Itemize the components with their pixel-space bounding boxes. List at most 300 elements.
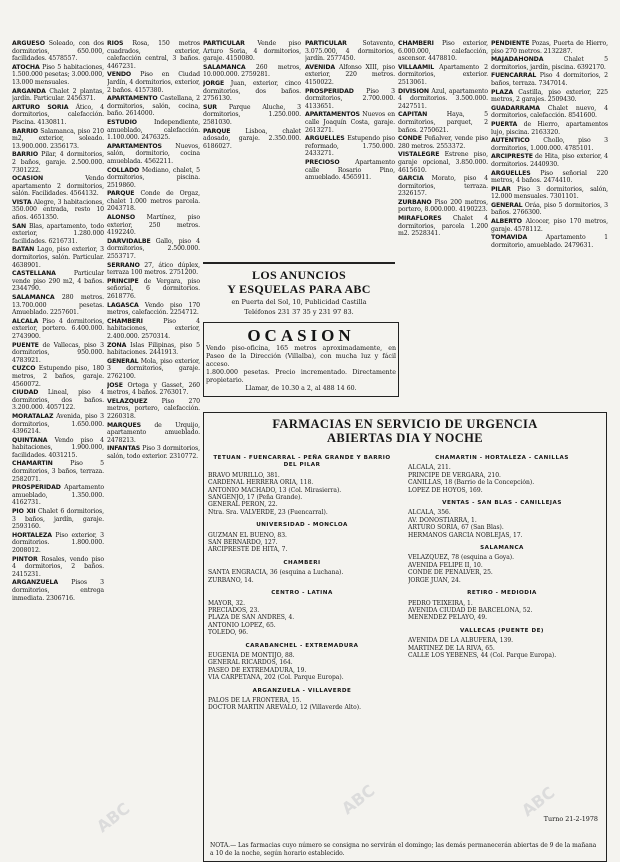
ad-heading: PROSPERIDAD [12,484,61,492]
ocasion-body-1: Vendo piso-oficina, 165 metros aproximadamente, en Paseo de la Dirección (Villalba), con mucha luz y fácil acceso. [206,345,396,368]
pharmacy-address: PRECIADOS, 23. [208,606,260,614]
classified-ad [12,40,104,63]
ad-text: Apartamento 2 dormitorios, exterior. 2513061. [398,63,488,86]
ad-heading: PIO XII [12,508,36,516]
pharmacy-address: VIA CARPETANA, 202 (Col. Parque Europa). [208,674,344,682]
classified-ad [12,318,104,341]
ad-text: Martínez, piso exterior, 250 metros. 4192240. [107,214,200,237]
ad-text: Piso 4 dormitorios, exterior, portero. 6.400.000. 2743900. [12,317,104,340]
farmacias-left-column [208,455,396,712]
classified-column-2 [107,40,200,800]
ad-heading: BARRIO [12,151,38,159]
classified-ad [107,342,200,357]
ad-text: Piso exterior, 3 dormitorios. 1.800.000. 2008012. [12,531,104,554]
classified-ad [107,278,200,301]
pharmacy-address: AVENIDA CIUDAD DE BARCELONA, 52. [408,606,533,614]
ad-text: Azul, apartamento 4 dormitorios. 3.500.000. 2427511. [398,87,488,110]
ad-heading: ARGUESO [12,40,45,47]
ad-text: Piso 5 habitaciones, 1.500.000 pesetas; 3.000.000, 13.000 mensuales. [12,63,104,86]
farmacias-nota: NOTA.— Las farmacias cuyo número se consigna no servirán el domingo; las demás permanecerán abiertas de 9 de la mañana a 10 de la noche, según horario establecido. [210,842,597,857]
anuncios-address: en Puerta del Sol, 10, Publicidad Castilla [231,298,367,306]
ad-text: Mola, piso exterior, 3 dormitorios, garaje. 2762100. [107,357,200,380]
classified-ad [305,111,395,134]
watermark-mark: ABC [338,780,379,819]
anuncios-title-1: LOS ANUNCIOS [252,268,346,282]
ad-heading: PLAZA [491,88,514,96]
ad-text: Piso 3 dormitorios, 2.700.000. 4133651. [305,87,395,110]
classified-ad [107,382,200,397]
classified-ad [491,186,608,201]
ad-text: Soleado, con dos dormitorios, 650.000, facilidades. 4578557. [12,40,104,63]
pharmacy-address: SANTA ENGRACIA, 36 (esquina a Luchana). [208,569,344,577]
classified-ad [491,153,608,168]
ad-heading: RIOS [107,40,124,47]
ad-text: Alegre, 3 habitaciones, 350.000 entrada, resto 10 años. 4651350. [12,198,104,222]
classified-ad [203,80,301,103]
ad-text: Chalet 4 dormitorios, parcela 1.200 m2. 2528341. [398,215,488,238]
ad-text: 280 metros. 13.700.000 pesetas. Amueblado. 2257601. [12,294,104,317]
classified-ad [305,40,395,63]
ad-heading: AVENIDA [305,63,336,71]
classified-ad [12,556,104,579]
ad-heading: PARQUE [203,127,231,135]
classified-ad [12,104,104,127]
ad-text: Ático, 4 dormitorios, calefacción. Piscina. 4130811. [12,103,104,126]
classified-ad [12,532,104,555]
classified-ad [107,318,200,341]
classified-ad [491,218,608,233]
ad-text: Lisboa, chalet adosado, garaje. 2.350.000. 6186027. [203,127,301,150]
ad-heading: CAPITAN [398,111,428,119]
ocasion-body-2: 1.800.000 pesetas. Precio incrementado. Directamente propietario. [206,369,396,384]
ad-text: Vendo piso 170 metros, calefacción. 2254712. [107,301,200,317]
ad-text: Islas Filipinas, piso 5 habitaciones. 2441913. [107,341,200,357]
ad-heading: APARTAMENTOS [107,142,162,150]
ocasion-body-3: Llamar, de 10.30 a 2, al 488 14 60. [245,385,357,392]
classified-ad [12,460,104,483]
classified-ad [203,104,301,127]
ad-heading: CIUDAD [12,389,39,397]
ad-heading: PRINCIPE [107,277,139,285]
classified-ad [305,64,395,87]
classified-ad [398,64,488,87]
pharmacy-address: ANTONIO MACHADO, 13 (Col. Mirasierra). [208,486,342,494]
classified-ad [305,88,395,111]
ad-text: 27, ático dúplex, terraza 100 metros. 2751200. [107,261,200,277]
pharmacy-address: ARTURO SORIA, 67 (San Blas). [408,524,504,532]
ad-text: Lago, piso exterior, 3 dormitorios, salón. Particular. 4638901. [12,246,104,269]
classified-ad [107,119,200,142]
anuncios-notice [203,268,395,316]
ad-heading: VELAZQUEZ [107,397,148,405]
classified-ad [398,151,488,174]
ad-heading: HORTALEZA [12,531,52,539]
district-heading: ARGANZUELA - VILLAVERDE [252,687,352,694]
ad-heading: PRECIOSO [305,158,340,166]
ad-heading: CUZCO [12,365,36,373]
ad-heading: ARGUELLES [491,169,531,177]
ad-text: Chollo, piso 3 dormitorios, 1.000.000. 4785101. [491,137,608,152]
ad-text: Piso 3 dormitorios, salón, 12.000 mensuales. 7301101. [491,185,608,201]
ad-heading: ZONA [107,341,127,349]
ad-text: Piso 5 dormitorios, 3 baños, terraza. 2582071. [12,460,104,483]
ad-text: Blas, apartamento, todo exterior, 1.280.000 facilidades. 6216731. [12,222,104,245]
ad-text: Avenida, piso 3 dormitorios, 1.650.000. 4396214. [12,412,104,436]
ad-heading: PENDIENTE [491,40,530,47]
ad-heading: INFANTAS [107,445,141,453]
pharmacy-address: ANTONIO LOPEZ, 65. [208,621,276,629]
district-heading: CENTRO - LATINA [271,590,333,597]
ad-text: Apartamento amueblado, 1.350.000. 4162731. [12,484,104,507]
classified-column-4 [305,40,395,265]
pharmacy-address: PLAZA DE SAN ANDRES, 4. [208,614,295,622]
classified-ad [12,199,104,222]
pharmacy-address: MARTINEZ DE LA RIVA, 65. [408,644,495,652]
ad-heading: TOMAVIDA [491,234,528,242]
classified-ad [12,151,104,174]
ad-heading: SALAMANCA [203,63,246,71]
ad-text: Peñalver, vende piso 280 metros. 2553372. [398,135,488,150]
ad-heading: APARTAMENTOS [305,111,360,119]
ad-text: Vendo piso 4 habitaciones, 1.900.000, facilidades. 4031215. [12,436,104,459]
classified-ad [12,128,104,151]
anuncios-phones: Teléfonos 231 37 35 y 231 97 83. [244,308,354,316]
ad-text: Morato, piso 4 dormitorios, terraza. 2326157. [398,175,488,198]
ad-heading: ARGANDA [12,87,46,95]
classified-ad [491,137,608,152]
ad-heading: PARQUE [107,190,135,198]
ad-text: de Hita, piso exterior, 4 dormitorios. 2440930. [491,153,608,168]
ad-text: Alcocer, piso 170 metros, garaje. 4578112. [491,218,608,233]
pharmacy-address: ARCIPRESTE DE HITA, 7. [208,546,288,554]
pharmacy-address: PASEO DE EXTREMADURA, 19. [208,666,307,674]
ad-text: Rosales, vendo piso 4 dormitorios, 2 baños. 2415231. [12,555,104,578]
ad-heading: ARCIPRESTE [491,153,533,161]
ad-heading: PINTOR [12,555,38,563]
district-heading: CHAMARTIN - HORTALEZA - CANILLAS [435,455,569,461]
pharmacy-address: PRINCIPE DE VERGARA, 210. [408,471,501,479]
pharmacy-address: GENERAL PERON, 22. [208,501,278,509]
ad-text: Chalet 2 plantas, jardín. Particular. 2456371. [12,87,104,103]
ad-text: Castilla, piso exterior, 225 metros, 2 garajes. 2509430. [491,88,608,104]
ad-text: Pisos 3 dormitorios, entrega inmediata. 2306716. [12,579,104,602]
classified-ad [398,199,488,214]
ad-heading: CASTELLANA [12,270,56,278]
ad-text: Castellana, 2 dormitorios, salón, cocina, baño. 2614000. [107,95,200,118]
pharmacy-address: Ntra. Sra. VALVERDE, 23 (Fuencarral). [208,508,328,516]
ad-heading: SERRANO [107,261,140,269]
ad-heading: ARGANZUELA [12,579,59,587]
ad-text: Ortega y Gasset, 260 metros, 4 baños. 2763017. [107,381,200,397]
classified-ad [107,190,200,213]
ad-heading: COLLADO [107,166,140,174]
ad-text: Salamanca, piso 210 m2, exterior, soleado. 13.900.000. 2356173. [12,127,104,150]
ad-text: Pozas, Puerta de Hierro, piso 270 metros. 2132287. [491,40,608,55]
ad-heading: MAJADAHONDA [491,56,544,64]
classified-ad [12,413,104,436]
ocasion-title: OCASION [247,326,355,345]
ad-text: de Vergara, piso señorial, 6 dormitorios. 2618776. [107,277,200,300]
district-heading: UNIVERSIDAD - MONCLOA [256,522,348,529]
pharmacy-address: GUZMAN EL BUENO, 83. [208,531,287,539]
ad-heading: CONDE [398,135,422,143]
district-heading: VALLECAS (PUENTE DE) [460,627,544,634]
farmacias-turno: Turno 21-2-1978 [543,815,598,823]
classified-ad [12,389,104,412]
ad-text: Piso 3 dormitorios, salón, todo exterior. 2310772. [107,445,200,460]
classified-ad [203,40,301,63]
ad-heading: OCASION [12,175,44,183]
ad-heading: PROSPERIDAD [305,87,354,95]
ad-heading: GENERAL [107,357,139,365]
ad-heading: FUENCARRAL [491,72,537,80]
ad-text: Vende piso Arturo Soria, 4 dormitorios, garaje. 4150080. [203,40,301,63]
classified-ad [107,71,200,94]
ad-heading: MORATALAZ [12,412,54,420]
ad-text: Parque Aluche, 3 dormitorios, 1.250.000. 2581030. [203,103,301,126]
ad-heading: CHAMBERI [107,317,143,325]
pharmacy-address: AVENIDA FELIPE II, 10. [408,561,483,569]
classified-ad [398,88,488,111]
classified-ad [107,238,200,261]
ocasion-box [203,322,399,397]
ad-heading: CHAMARTIN [12,460,53,468]
classified-ad [12,270,104,293]
classified-ad [491,234,608,249]
ad-text: Juan, exterior, cinco dormitorios, dos baños. 2756130. [203,79,301,103]
pharmacy-address: CANILLAS, 18 (Barrio de la Concepción). [408,479,535,487]
classified-ad [398,215,488,238]
classified-ad [491,105,608,120]
ad-text: Piso 4 habitaciones, exterior, 2.400.000. 2570314. [107,317,200,340]
pharmacy-address: ZURBANO, 14. [208,576,254,584]
ad-text: Vendo apartamento 2 dormitorios, salón. Facilidades. 4564132. [12,175,104,198]
pharmacy-address: AV. DONOSTIARRA, 1. [408,516,477,524]
pharmacy-address: CARDENAL HERRERA ORIA, 118. [208,479,314,487]
ad-heading: VENDO [107,71,132,79]
classified-ad [12,365,104,388]
classified-ad [107,422,200,445]
ad-text: Pilar, 4 dormitorios, 2 baños, garaje. 2.500.000. 7301222. [12,151,104,174]
classified-column-3 [203,40,301,265]
watermark-mark: ABC [93,798,134,837]
classified-ad [491,202,608,217]
classified-ad [491,170,608,185]
classified-ad [107,167,200,190]
classified-ad [12,484,104,507]
classified-ad [12,64,104,87]
ad-heading: VILLAAMIL [398,63,435,71]
ad-heading: BARRIO [12,127,38,135]
ad-heading: BATAN [12,246,35,254]
classified-ad [107,358,200,381]
ad-text: Piso en Ciudad Jardín, 4 dormitorios, exterior, 2 baños. 4157380. [107,71,200,94]
ad-heading: ARGUELLES [305,135,345,143]
ad-text: Piso señorial 220 metros, 4 baños. 2474410. [491,169,608,185]
ad-text: Piso exterior, 6.000.000, calefacción, ascensor. 4478810. [398,40,488,63]
ad-heading: ALCALA [12,317,39,325]
classified-ad [491,89,608,104]
classified-ad [398,135,488,150]
pharmacy-address: BRAVO MURILLO, 381. [208,471,280,479]
classified-ad [12,223,104,246]
watermark-mark: ABC [518,782,559,821]
ad-text: Rosa, 150 metros cuadrados, exterior, calefacción central, 3 baños. 4467231. [107,40,200,70]
ad-heading: VISTA [12,198,32,206]
ad-heading: LAGASCA [107,301,139,309]
ad-heading: MIRAFLORES [398,215,442,223]
district-heading: VENTAS - SAN BLAS - CANILLEJAS [442,500,562,507]
classified-ad [398,111,488,134]
pharmacy-address: VELAZQUEZ, 78 (esquina a Goya). [408,554,515,562]
pharmacy-address: GENERAL RICARDOS, 164. [208,659,293,667]
ad-text: Chalet nuevo, 4 dormitorios, calefacción. 8541600. [491,104,608,120]
district-heading: RETIRO - MEDIODIA [467,590,537,597]
classified-ad [107,445,200,460]
classified-ad [203,128,301,151]
ad-heading: PARTICULAR [203,40,245,47]
farmacias-right-column [408,455,596,659]
ad-text: Haya, 5 dormitorios, parquet, 2 baños. 2750621. [398,111,488,134]
ad-heading: DIVISION [398,87,429,95]
ad-text: Estupendo piso reformado, 1.750.000. 2433271. [305,135,395,158]
ad-text: Apartamento calle Rosario Pino, amueblado. 4565911. [305,158,395,182]
ad-heading: SAN [12,222,27,230]
ad-heading: SALAMANCA [12,294,55,301]
ad-heading: CHAMBERI [398,40,434,47]
pharmacy-address: SAN BERNARDO, 127. [208,539,278,547]
ad-heading: ESTUDIO [107,118,137,126]
ad-heading: MARQUES [107,421,141,429]
ad-heading: VISTALEGRE [398,151,440,159]
ad-text: Nuevos, salón, dormitorio, cocina amueblada. 4562211. [107,142,200,165]
classified-ad [107,40,200,70]
pharmacy-address: ALCALA, 356. [408,509,451,517]
pharmacy-address: MENENDEZ PELAYO, 49. [408,614,488,622]
ad-text: Mediano, chalet, 5 dormitorios, piscina. 2519860. [107,166,200,189]
ad-text: Independiente, amueblado, calefacción. 1.100.000. 2476325. [107,118,200,142]
ad-heading: PARTICULAR [305,40,347,47]
pharmacy-address: EUGENIA DE MONTIJO, 88. [208,651,295,659]
ad-heading: QUINTANA [12,436,48,444]
classified-ad [107,95,200,118]
divider-top [203,262,395,264]
district-heading: SALAMANCA [480,545,524,552]
classified-ad [203,64,301,79]
pharmacy-address: CALLE LOS YÉBENES, 44 (Col. Parque Europa). [408,651,557,659]
classified-ad [12,246,104,269]
pharmacy-address: JORGE JUAN, 24. [408,576,461,584]
classified-ad [12,342,104,365]
pharmacy-address: ALCALA, 211. [408,464,451,472]
district-heading: CARABANCHEL - EXTREMADURA [245,642,359,649]
ad-text: Piso 270 metros, portero, calefacción. 2260318. [107,397,200,420]
classified-ad [107,398,200,421]
ad-text: de Vallecas, piso 3 dormitorios, 950.000. 4783921. [12,341,104,364]
district-heading: CHAMBERI [283,559,321,566]
ad-heading: SUR [203,103,217,111]
ad-text: Alfonso XIII, piso exterior, 220 metros. 4150022. [305,63,395,86]
pharmacy-address: PEDRO TEIXEIRA, 1. [408,599,473,607]
ad-text: Lineal, piso 4 dormitorios, dos baños. 3.200.000. 4057122. [12,389,104,412]
pharmacy-address: DOCTOR MARTIN AREVALO, 12 (Villaverde Alto). [208,704,362,712]
classified-ad [107,302,200,317]
pharmacy-address: TOLEDO, 96. [208,629,249,637]
ad-text: Nuevos en calle Joaquín Costa, garaje. 2613271. [305,111,395,134]
classified-ad [12,437,104,460]
ad-heading: ATOCHA [12,63,40,71]
classified-ad [12,579,104,602]
pharmacy-address: AVENIDA DE LA ALBUFERA, 139. [408,637,514,645]
ad-heading: GARCIA [398,175,424,183]
ad-text: Conde de Orgaz, chalet 1.000 metros parcela. 2043718. [107,190,200,213]
classified-ad [107,262,200,277]
ad-text: Piso 4 dormitorios, 2 baños, terraza. 7347014. [491,72,608,87]
classified-ad [491,72,608,87]
classified-ad [107,214,200,237]
classified-ad [491,40,608,55]
pharmacy-address: HERMANOS GARCIA NOBLEJAS, 17. [408,531,523,539]
farmacias-title-1: FARMACIAS EN SERVICIO DE URGENCIA [272,417,538,431]
ad-heading: ARTURO SORIA [12,103,69,111]
pharmacy-address: MAYOR, 32. [208,599,245,607]
classified-column-1 [12,40,104,800]
pharmacy-address: CONDE DE PEÑALVER, 25. [408,569,493,577]
ad-text: Oráa, piso 5 dormitorios, 3 baños. 2766300. [491,201,608,217]
ad-text: Piso 200 metros, portero, 8.000.000. 4190223. [398,198,488,214]
ad-heading: GUADARRAMA [491,104,540,112]
ad-text: Chalet 6 dormitorios, 3 baños, jardín, garaje. 2593160. [12,508,104,531]
farmacias-title-2: ABIERTAS DIA Y NOCHE [326,431,484,445]
classified-ad [12,508,104,531]
classified-ad [12,294,104,317]
ad-heading: JOSE [107,381,123,389]
ad-heading: APARTAMENTO [107,95,158,103]
classified-ad [12,175,104,198]
ad-text: 260 metros, 10.000.000. 2759281. [203,63,301,79]
ad-heading: PILAR [491,185,511,193]
ad-text: Chalet 5 dormitorios, jardín, piscina. 6392170. [491,56,608,71]
ad-text: Particular vende piso 290 m2, 4 baños. 2344790. [12,270,104,293]
pharmacy-address: SANGENJO, 17 (Peña Grande). [208,494,303,502]
ad-heading: GENERAL [491,201,523,209]
classified-ad [491,121,608,136]
classified-ad [107,143,200,166]
ad-text: Gallo, piso 4 dormitorios, 2.500.000. 2553717. [107,237,200,261]
anuncios-title-2: Y ESQUELAS PARA ABC [227,282,371,296]
classified-ad [398,40,488,63]
classified-ad [305,159,395,182]
classified-ad [398,175,488,198]
district-heading: TETUAN - FUENCARRAL - PEÑA GRANDE Y BARRIO DEL PILAR [213,455,391,469]
ad-heading: ALONSO [107,214,136,222]
ad-text: Apartamento 1 dormitorio, amueblado. 2479631. [491,234,608,249]
classified-ad [305,135,395,158]
ad-heading: ZURBANO [398,198,432,206]
ad-text: Sotavento, 3.075.000, 4 dormitorios, jardín. 2577450. [305,40,395,63]
ad-text: de Urquijo, apartamento amueblado. 2478213. [107,421,200,444]
ad-heading: PUENTE [12,341,39,349]
ad-text: Estrene piso, garaje opcional, 3.850.000. 4615610. [398,151,488,174]
classified-ad [12,88,104,103]
pharmacy-address: PALOS DE LA FRONTERA, 15. [208,696,302,704]
ad-heading: JORGE [203,79,225,87]
ad-heading: ALBERTO [491,218,522,226]
ad-heading: AUTENTICO [491,137,530,145]
ad-text: Estupendo piso, 180 metros, 2 baños, garaje. 4560072. [12,365,104,388]
ad-heading: DARVIDALBE [107,237,151,245]
ad-text: de Hierro, apartamentos lujo, piscina. 2163320. [491,120,608,136]
